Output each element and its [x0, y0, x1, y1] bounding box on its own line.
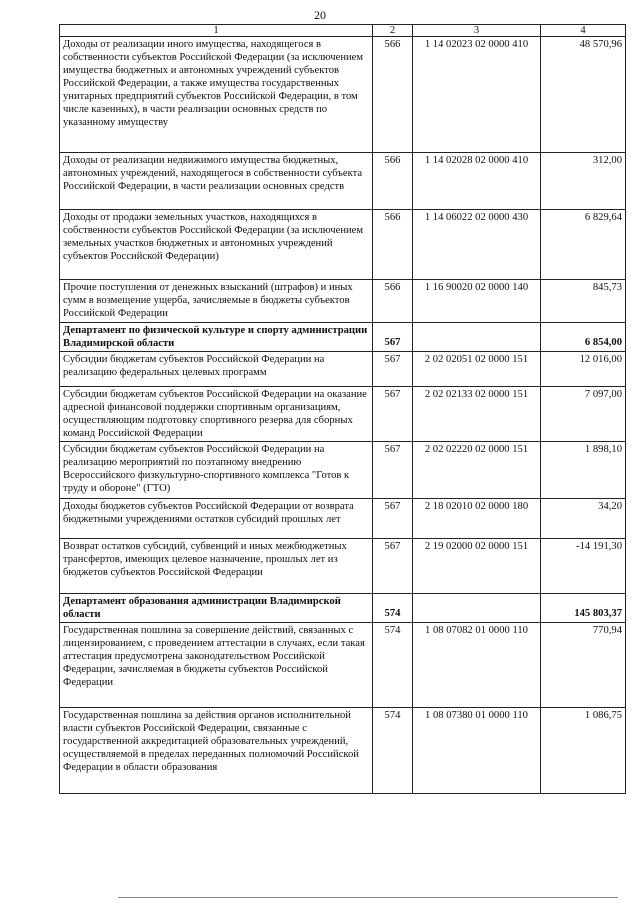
row-admin-code: 567 — [373, 387, 413, 442]
row-amount: 312,00 — [541, 153, 626, 210]
row-admin-code: 574 — [373, 708, 413, 794]
row-budget-code: 2 19 02000 02 0000 151 — [413, 539, 541, 594]
row-name: Доходы от реализации недвижимого имущества бюджетных, автономных учреждений, находящегося в собственности субъекта Российской Федерации, в части реализации основных средств — [60, 153, 373, 210]
row-admin-code: 566 — [373, 37, 413, 153]
table-row — [60, 210, 626, 280]
row-budget-code: 2 02 02051 02 0000 151 — [413, 352, 541, 387]
row-name: Департамент образования администрации Владимирской области — [60, 594, 373, 623]
row-budget-code: 2 02 02133 02 0000 151 — [413, 387, 541, 442]
row-amount: 6 854,00 — [541, 323, 626, 352]
row-amount: 1 086,75 — [541, 708, 626, 794]
row-admin-code: 567 — [373, 499, 413, 539]
row-name: Доходы бюджетов субъектов Российской Федерации от возврата бюджетными учреждениями остатков субсидий прошлых лет — [60, 499, 373, 539]
row-budget-code: 1 08 07082 01 0000 110 — [413, 623, 541, 708]
row-amount: 34,20 — [541, 499, 626, 539]
row-name: Государственная пошлина за действия органов исполнительной власти субъектов Российской Федерации, связанные с государственной аккредитацией образовательных учреждений, осуществляемой в пределах переданных полномочий Российской Федерации в области образования — [60, 708, 373, 794]
row-name: Субсидии бюджетам субъектов Российской Федерации на оказание адресной финансовой поддержки спортивным организациям, осуществляющим подготовку спортивного резерва для сборных команд Российской Федерации — [60, 387, 373, 442]
row-name: Возврат остатков субсидий, субвенций и иных межбюджетных трансфертов, имеющих целевое назначение, прошлых лет из бюджетов субъектов Российской Федерации — [60, 539, 373, 594]
table-row — [60, 153, 626, 210]
row-admin-code: 566 — [373, 210, 413, 280]
row-admin-code: 567 — [373, 352, 413, 387]
row-admin-code: 566 — [373, 153, 413, 210]
row-admin-code: 567 — [373, 323, 413, 352]
footer-divider — [118, 897, 618, 898]
row-amount: 1 898,10 — [541, 442, 626, 499]
row-budget-code: 1 14 02028 02 0000 410 — [413, 153, 541, 210]
row-name: Субсидии бюджетам субъектов Российской Федерации на реализацию федеральных целевых программ — [60, 352, 373, 387]
table-row — [60, 539, 626, 594]
table-header-row — [60, 25, 626, 37]
page-number: 20 — [314, 8, 326, 22]
row-admin-code: 566 — [373, 280, 413, 323]
department-row — [60, 323, 626, 352]
row-name: Субсидии бюджетам субъектов Российской Федерации на реализацию мероприятий по поэтапному внедрению Всероссийского физкультурно-спортивного комплекса "Готов к труду и обороне" (ГТО) — [60, 442, 373, 499]
table-row — [60, 708, 626, 794]
row-budget-code: 1 08 07380 01 0000 110 — [413, 708, 541, 794]
column-header-2: 2 — [373, 25, 413, 37]
table-row — [60, 280, 626, 323]
row-amount: 12 016,00 — [541, 352, 626, 387]
row-budget-code: 2 18 02010 02 0000 180 — [413, 499, 541, 539]
row-amount: 7 097,00 — [541, 387, 626, 442]
row-name: Государственная пошлина за совершение действий, связанных с лицензированием, с проведением аттестации в случаях, если такая аттестация предусмотрена законодательством Российской Федерации, зачисляемая в бюджеты субъектов Российской Федерации — [60, 623, 373, 708]
row-amount: 145 803,37 — [541, 594, 626, 623]
row-budget-code — [413, 323, 541, 352]
table-row — [60, 387, 626, 442]
row-name: Доходы от продажи земельных участков, находящихся в собственности субъектов Российской Федерации (за исключением земельных участков бюджетных и автономных учреждений субъектов Российской Федерации) — [60, 210, 373, 280]
column-header-4: 4 — [541, 25, 626, 37]
column-header-1: 1 — [60, 25, 373, 37]
row-admin-code: 567 — [373, 442, 413, 499]
row-name: Прочие поступления от денежных взысканий (штрафов) и иных сумм в возмещение ущерба, зачисляемые в бюджеты субъектов Российской Федерации — [60, 280, 373, 323]
row-amount: 845,73 — [541, 280, 626, 323]
table-row — [60, 623, 626, 708]
row-budget-code: 1 14 02023 02 0000 410 — [413, 37, 541, 153]
table-row — [60, 37, 626, 153]
row-admin-code: 574 — [373, 623, 413, 708]
table-row — [60, 352, 626, 387]
row-budget-code: 2 02 02220 02 0000 151 — [413, 442, 541, 499]
row-name: Доходы от реализации иного имущества, находящегося в собственности субъектов Российской Федерации (за исключением имущества бюджетных и автономных учреждений субъектов Российской Федерации, а также имущества государственных унитарных предприятий субъектов Российской Федерации, в том числе казенных), в части реализации основных средств по указанному имуществу — [60, 37, 373, 153]
row-budget-code — [413, 594, 541, 623]
row-budget-code: 1 16 90020 02 0000 140 — [413, 280, 541, 323]
row-amount: 48 570,96 — [541, 37, 626, 153]
row-amount: 6 829,64 — [541, 210, 626, 280]
row-amount: -14 191,30 — [541, 539, 626, 594]
row-admin-code: 574 — [373, 594, 413, 623]
table-body — [60, 37, 626, 794]
table-row — [60, 499, 626, 539]
revenue-table — [59, 24, 626, 794]
department-row — [60, 594, 626, 623]
table-row — [60, 442, 626, 499]
column-header-3: 3 — [413, 25, 541, 37]
row-budget-code: 1 14 06022 02 0000 430 — [413, 210, 541, 280]
row-name: Департамент по физической культуре и спорту администрации Владимирской области — [60, 323, 373, 352]
row-admin-code: 567 — [373, 539, 413, 594]
row-amount: 770,94 — [541, 623, 626, 708]
